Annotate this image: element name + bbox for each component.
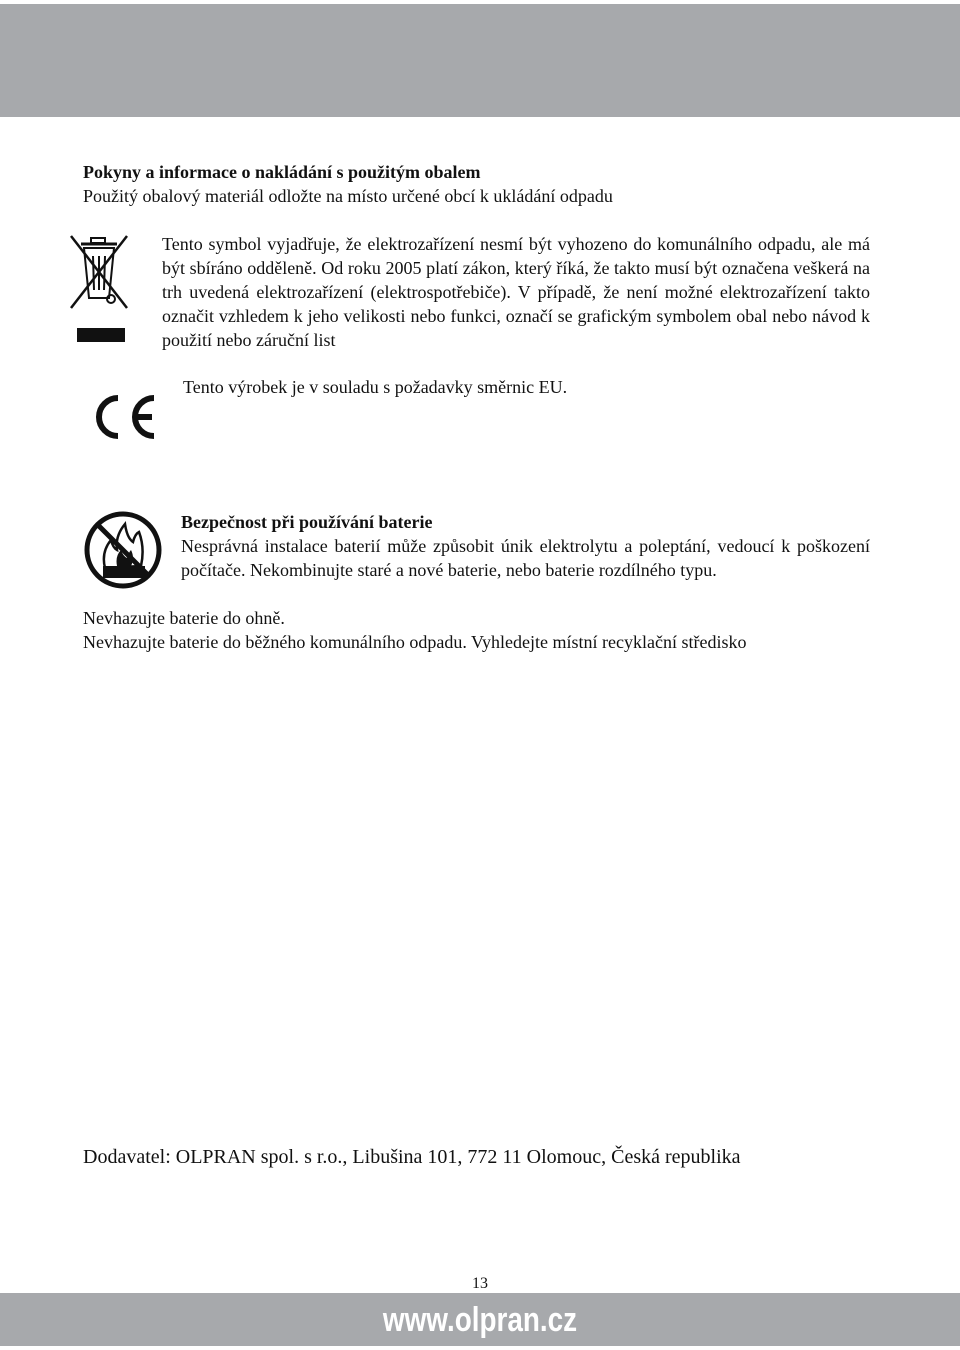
packaging-heading: Pokyny a informace o nakládání s použitým obalem bbox=[83, 162, 481, 182]
battery-warning-waste: Nevhazujte baterie do běžného komunálního odpadu. Vyhledejte místní recyklační středisko bbox=[83, 632, 747, 652]
ce-mark-icon bbox=[88, 392, 160, 442]
page-number: 13 bbox=[472, 1275, 488, 1292]
footer-url: www.olpran.cz bbox=[382, 1301, 578, 1339]
battery-section bbox=[181, 510, 870, 582]
packaging-section bbox=[83, 160, 883, 208]
crossed-bin-icon bbox=[67, 232, 131, 344]
battery-heading: Bezpečnost při používání baterie bbox=[181, 512, 433, 532]
battery-warning-fire: Nevhazujte baterie do ohně. bbox=[83, 608, 285, 628]
ce-text: Tento výrobek je v souladu s požadavky směrnic EU. bbox=[183, 377, 568, 397]
weee-text: Tento symbol vyjadřuje, že elektrozařízení nesmí být vyhozeno do komunálního odpadu, ale má být sbíráno odděleně. Od roku 2005 platí zákon, který říká, že takto musí být označena veškerá na trh uvedená elektrozařízení (elektrospotřebiče). V případě, že není možné elektrozařízení takto označit vzhledem k jeho velikosti nebo funkci, označí se grafickým symbolem obal nebo návod k použití nebo záruční list bbox=[162, 234, 870, 350]
battery-text: Nesprávná instalace baterií může způsobit únik elektrolytu a poleptání, vedoucí k poškození počítače. Nekombinujte staré a nové baterie, nebo baterie rozdílného typu. bbox=[181, 536, 870, 580]
supplier-info: Dodavatel: OLPRAN spol. s r.o., Libušina 101, 772 11 Olomouc, Česká republika bbox=[83, 1146, 741, 1168]
no-fire-icon bbox=[83, 510, 163, 590]
packaging-text: Použitý obalový materiál odložte na místo určené obcí k ukládání odpadu bbox=[83, 186, 613, 206]
battery-warnings bbox=[83, 606, 943, 654]
header-bar bbox=[0, 4, 960, 117]
